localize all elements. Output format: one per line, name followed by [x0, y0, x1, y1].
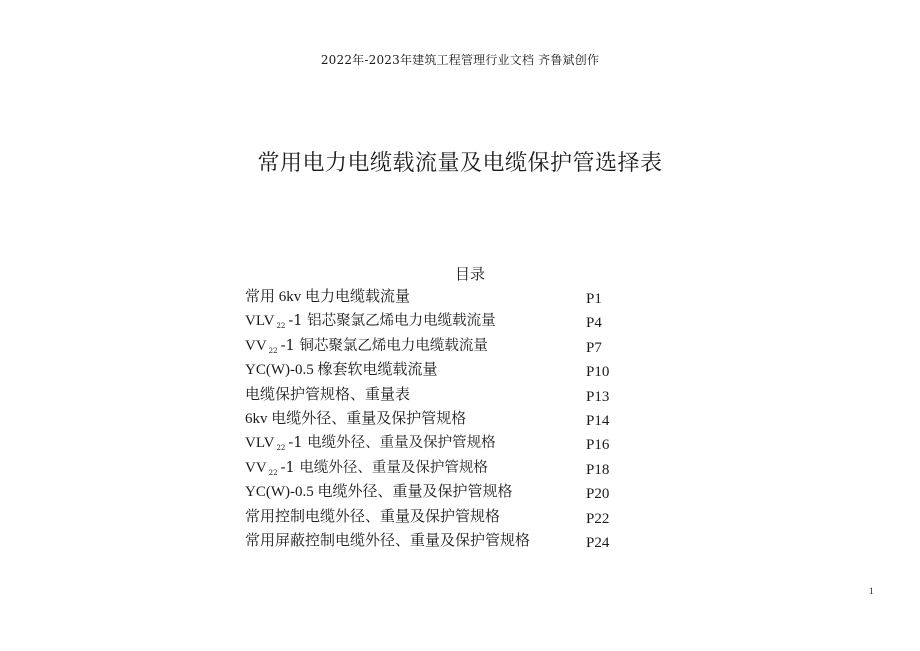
toc-entry-title-subscript: 22: [268, 468, 278, 477]
toc-entry-title: [245, 358, 437, 382]
toc-entry-page: P14: [586, 412, 610, 429]
toc-entry-page: P13: [586, 388, 610, 405]
toc-entry: [245, 407, 625, 431]
toc-entry-title-main: 常用 6kv 电力电缆载流量: [245, 289, 411, 305]
toc-entry-page: P4: [586, 315, 602, 332]
toc-entry-page: P18: [586, 461, 610, 478]
toc-entry: [245, 431, 625, 455]
toc-entry-title-main: VLV: [245, 313, 275, 330]
toc-entry-page: P16: [586, 437, 610, 454]
table-of-contents: [245, 285, 625, 553]
toc-entry: [245, 309, 625, 333]
toc-entry-title-subscript: 22: [276, 322, 286, 331]
toc-entry-title-main: 6kv 电缆外径、重量及保护管规格: [245, 410, 467, 427]
toc-entry-title-main: YC(W)-0.5 电缆外径、重量及保护管规格: [245, 484, 513, 501]
toc-entry: [245, 456, 625, 480]
toc-entry: [245, 529, 625, 553]
toc-entry: [245, 285, 625, 309]
toc-entry-page: P22: [586, 510, 610, 527]
toc-entry-title-main: VV: [245, 337, 267, 354]
toc-heading: 目录: [454, 265, 485, 283]
toc-entry-title-main: 常用控制电缆外径、重量及保护管规格: [245, 508, 501, 525]
toc-entry-title-main: VV: [245, 459, 267, 476]
toc-entry-title-main: VLV: [245, 435, 275, 452]
toc-entry-title: [245, 407, 466, 431]
toc-entry-page: P10: [586, 364, 610, 381]
document-header: 2022年-2023年建筑工程管理行业文档 齐鲁斌创作: [320, 53, 600, 67]
toc-entry: [245, 383, 625, 407]
toc-entry-title-rest: -1 铜芯聚氯乙烯电力电缆载流量: [280, 337, 488, 354]
toc-entry-title-main: 常用屏蔽控制电缆外径、重量及保护管规格: [245, 532, 531, 549]
toc-entry-title-rest: -1 电缆外径、重量及保护管规格: [280, 459, 488, 476]
toc-entry-page: P20: [586, 486, 610, 503]
toc-entry-page: P1: [586, 291, 602, 307]
toc-entry: [245, 358, 625, 382]
document-title: 常用电力电缆载流量及电缆保护管选择表: [257, 151, 663, 176]
toc-entry-title: [245, 480, 512, 504]
toc-entry-page: P7: [586, 339, 602, 356]
toc-entry-title: [245, 529, 530, 553]
toc-entry-title-subscript: 22: [268, 346, 278, 355]
toc-entry: [245, 334, 625, 358]
page-number: 1: [869, 586, 874, 596]
toc-entry-title: [245, 383, 410, 407]
toc-entry-title-main: 电缆保护管规格、重量表: [245, 386, 411, 403]
toc-entry-title-main: YC(W)-0.5 橡套软电缆载流量: [245, 362, 438, 379]
toc-entry-title: [245, 505, 500, 529]
toc-entry-title-rest: -1 电缆外径、重量及保护管规格: [288, 435, 496, 452]
toc-entry-title-rest: -1 铝芯聚氯乙烯电力电缆载流量: [288, 313, 496, 330]
toc-entry: [245, 505, 625, 529]
toc-entry-page: P24: [586, 534, 610, 551]
toc-entry-title: [245, 285, 410, 309]
toc-entry: [245, 480, 625, 504]
toc-entry-title-subscript: 22: [276, 444, 286, 453]
